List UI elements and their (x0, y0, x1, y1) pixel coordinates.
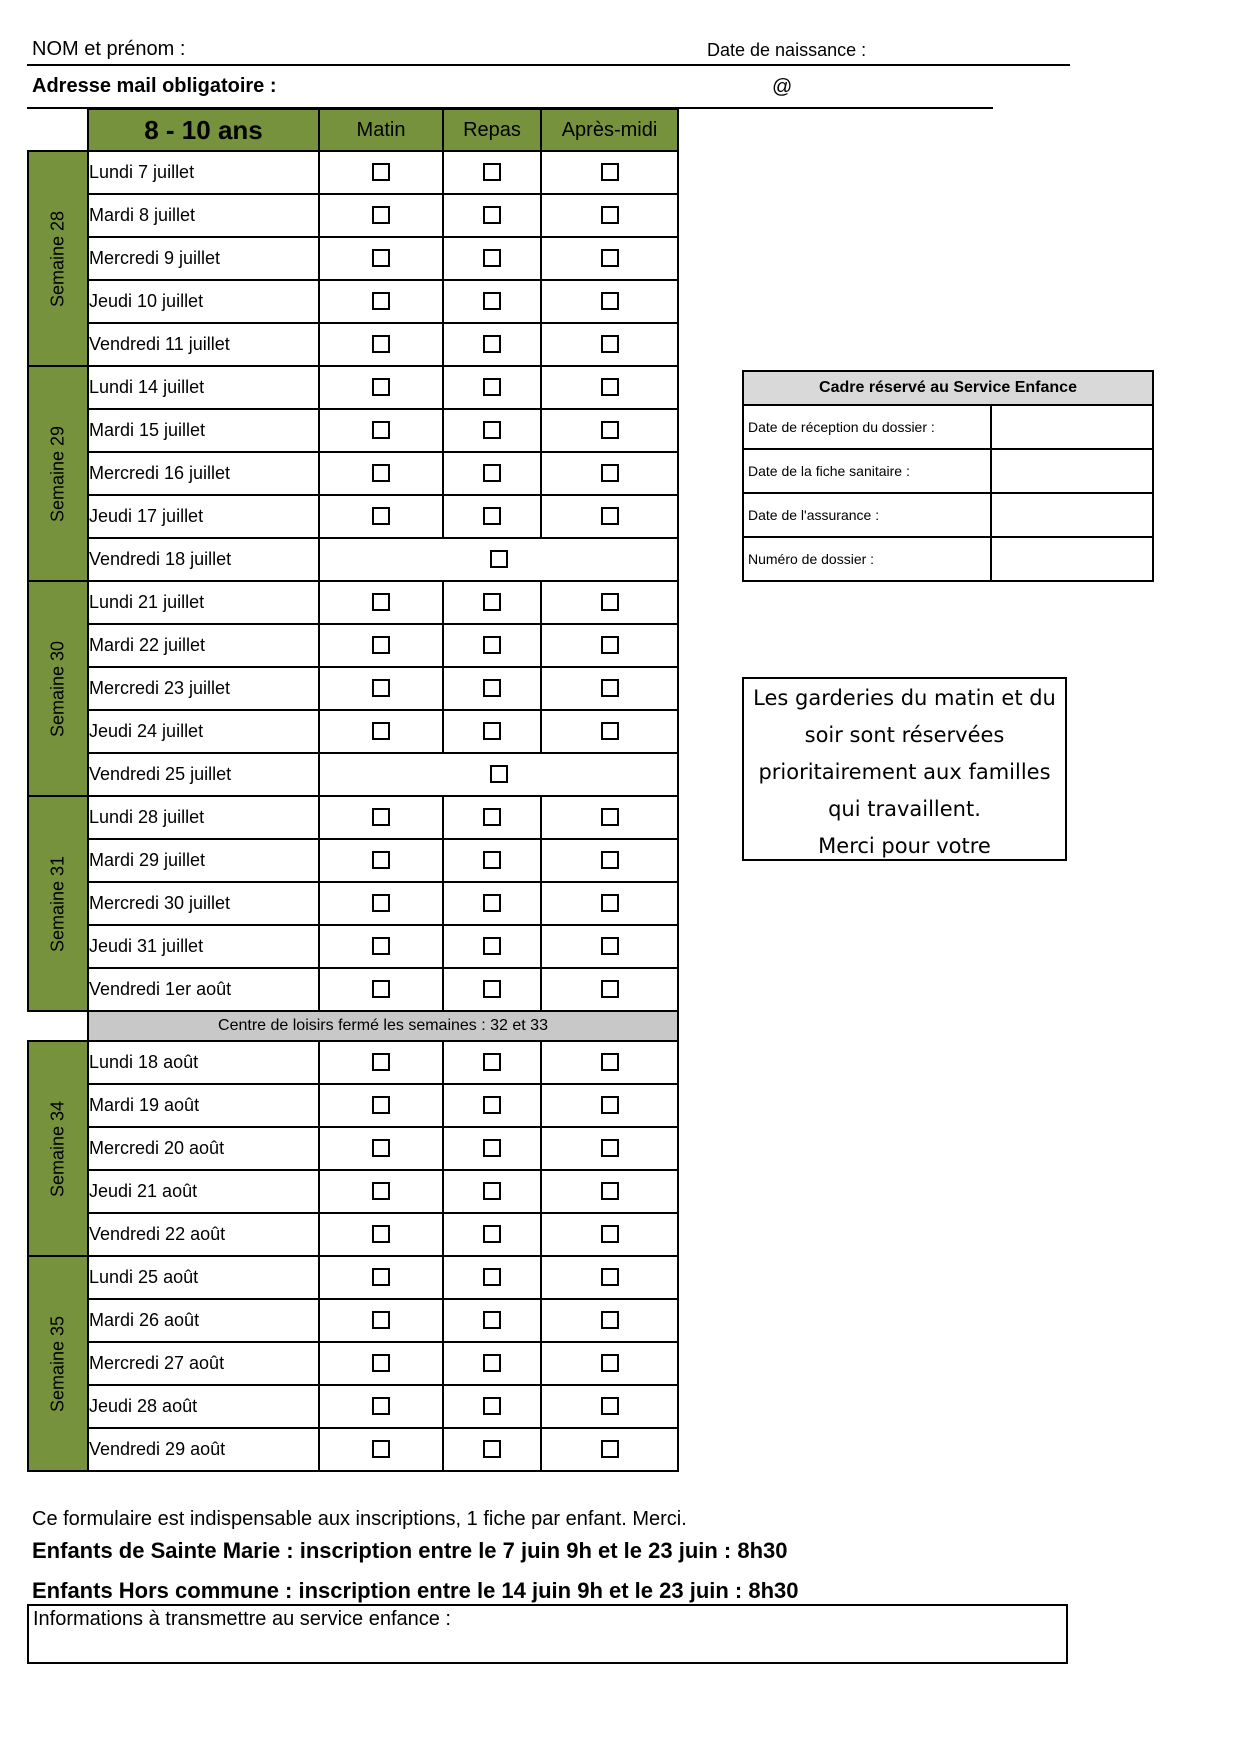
note-line: Merci pour votre (818, 834, 991, 858)
checkbox-cell (443, 1041, 541, 1084)
repas-checkbox[interactable] (483, 507, 501, 525)
repas-checkbox[interactable] (483, 292, 501, 310)
day-row (28, 194, 678, 237)
service-row-value[interactable] (991, 449, 1153, 493)
checkbox-cell (541, 237, 678, 280)
day-row (28, 581, 678, 624)
repas-checkbox[interactable] (483, 421, 501, 439)
col-header-apres-midi: Après-midi (541, 109, 678, 151)
repas-checkbox[interactable] (483, 1053, 501, 1071)
apres-midi-checkbox[interactable] (601, 163, 619, 181)
checkbox-cell (319, 667, 443, 710)
repas-checkbox[interactable] (483, 1225, 501, 1243)
apres-midi-checkbox[interactable] (601, 1397, 619, 1415)
day-label: Mercredi 16 juillet (88, 452, 319, 495)
day-row (28, 753, 678, 796)
repas-checkbox[interactable] (483, 378, 501, 396)
matin-checkbox[interactable] (372, 378, 390, 396)
checkbox-cell (541, 624, 678, 667)
day-label: Mardi 29 juillet (88, 839, 319, 882)
checkbox-cell (319, 1084, 443, 1127)
week-label: Semaine 31 (47, 855, 68, 952)
checkbox-cell (443, 237, 541, 280)
note-line: soir sont réservées (804, 723, 1005, 747)
day-label: Jeudi 17 juillet (88, 495, 319, 538)
matin-checkbox[interactable] (372, 206, 390, 224)
repas-checkbox[interactable] (483, 163, 501, 181)
service-row-label: Date de réception du dossier : (743, 405, 991, 449)
checkbox-cell (319, 280, 443, 323)
day-label: Mardi 15 juillet (88, 409, 319, 452)
checkbox-cell (541, 366, 678, 409)
apres-midi-checkbox[interactable] (601, 722, 619, 740)
repas-checkbox[interactable] (483, 722, 501, 740)
service-row-value[interactable] (991, 537, 1153, 581)
day-label: Mercredi 30 juillet (88, 882, 319, 925)
apres-midi-checkbox[interactable] (601, 636, 619, 654)
day-label: Jeudi 10 juillet (88, 280, 319, 323)
week-label-cell (28, 581, 88, 796)
checkbox-cell (319, 753, 678, 796)
checkbox-cell (541, 1256, 678, 1299)
garderie-note (742, 677, 1067, 861)
matin-checkbox[interactable] (372, 1354, 390, 1372)
matin-checkbox[interactable] (372, 249, 390, 267)
day-label: Lundi 14 juillet (88, 366, 319, 409)
checkbox-cell (541, 1170, 678, 1213)
repas-checkbox[interactable] (483, 1397, 501, 1415)
matin-checkbox[interactable] (372, 937, 390, 955)
service-row-label: Date de l'assurance : (743, 493, 991, 537)
repas-checkbox[interactable] (483, 1096, 501, 1114)
checkbox-cell (319, 839, 443, 882)
checkbox-cell (319, 538, 678, 581)
checkbox-cell (541, 1299, 678, 1342)
registration-table (27, 108, 679, 1472)
day-label: Jeudi 28 août (88, 1385, 319, 1428)
day-row (28, 538, 678, 581)
checkbox-cell (443, 323, 541, 366)
checkbox-cell (443, 1170, 541, 1213)
day-row (28, 495, 678, 538)
footer-hors-commune: Enfants Hors commune : inscription entre le 14 juin 9h et le 23 juin : 8h30 (32, 1578, 799, 1603)
checkbox-cell (443, 1127, 541, 1170)
repas-checkbox[interactable] (483, 593, 501, 611)
matin-checkbox[interactable] (372, 1311, 390, 1329)
day-row (28, 280, 678, 323)
day-label: Mercredi 23 juillet (88, 667, 319, 710)
checkbox-cell (443, 581, 541, 624)
week-label: Semaine 34 (47, 1100, 68, 1197)
apres-midi-checkbox[interactable] (601, 378, 619, 396)
day-label: Lundi 18 août (88, 1041, 319, 1084)
day-label: Vendredi 1er août (88, 968, 319, 1011)
age-header: 8 - 10 ans (88, 109, 319, 151)
apres-midi-checkbox[interactable] (601, 1311, 619, 1329)
checkbox-cell (541, 1127, 678, 1170)
checkbox-cell (541, 151, 678, 194)
checkbox-cell (443, 1084, 541, 1127)
checkbox-cell (443, 409, 541, 452)
checkbox-cell (319, 581, 443, 624)
matin-checkbox[interactable] (372, 464, 390, 482)
matin-checkbox[interactable] (372, 1139, 390, 1157)
checkbox-cell (319, 366, 443, 409)
checkbox-cell (443, 796, 541, 839)
checkbox-cell (443, 151, 541, 194)
checkbox-cell (443, 1428, 541, 1471)
checkbox-cell (319, 323, 443, 366)
apres-midi-checkbox[interactable] (601, 980, 619, 998)
apres-midi-checkbox[interactable] (601, 593, 619, 611)
week-label: Semaine 35 (47, 1315, 68, 1412)
col-header-matin: Matin (319, 109, 443, 151)
note-line: prioritairement aux familles (758, 760, 1051, 784)
name-line (27, 64, 1070, 66)
apres-midi-checkbox[interactable] (601, 1440, 619, 1458)
day-row (28, 1127, 678, 1170)
footer-sainte-marie: Enfants de Sainte Marie : inscription entre le 7 juin 9h et le 23 juin : 8h30 (32, 1538, 788, 1563)
repas-checkbox[interactable] (483, 1182, 501, 1200)
apres-midi-checkbox[interactable] (601, 249, 619, 267)
checkbox-cell (319, 1428, 443, 1471)
matin-checkbox[interactable] (372, 421, 390, 439)
checkbox-cell (443, 882, 541, 925)
day-row (28, 667, 678, 710)
day-label: Vendredi 29 août (88, 1428, 319, 1471)
day-label: Lundi 25 août (88, 1256, 319, 1299)
closed-row-blank (28, 1011, 88, 1041)
day-row (28, 1084, 678, 1127)
service-row-value[interactable] (991, 405, 1153, 449)
checkbox-cell (319, 409, 443, 452)
day-label: Mercredi 20 août (88, 1127, 319, 1170)
apres-midi-checkbox[interactable] (601, 808, 619, 826)
checkbox-cell (319, 151, 443, 194)
day-label: Mardi 8 juillet (88, 194, 319, 237)
checkbox-cell (541, 323, 678, 366)
day-label: Vendredi 18 juillet (88, 538, 319, 581)
day-row (28, 1041, 678, 1084)
matin-checkbox[interactable] (372, 722, 390, 740)
week-label: Semaine 29 (47, 425, 68, 522)
col-header-repas: Repas (443, 109, 541, 151)
checkbox-cell (319, 495, 443, 538)
apres-midi-checkbox[interactable] (601, 335, 619, 353)
corner-blank (28, 109, 88, 151)
apres-midi-checkbox[interactable] (601, 464, 619, 482)
apres-midi-checkbox[interactable] (601, 1096, 619, 1114)
day-label: Vendredi 25 juillet (88, 753, 319, 796)
checkbox-cell (443, 194, 541, 237)
matin-checkbox[interactable] (372, 1397, 390, 1415)
info-box[interactable] (27, 1604, 1068, 1664)
matin-checkbox[interactable] (372, 808, 390, 826)
checkbox-cell (319, 452, 443, 495)
day-label: Vendredi 22 août (88, 1213, 319, 1256)
apres-midi-checkbox[interactable] (601, 507, 619, 525)
day-label: Jeudi 21 août (88, 1170, 319, 1213)
checkbox-cell (541, 581, 678, 624)
day-row (28, 1385, 678, 1428)
name-label: NOM et prénom : (32, 38, 186, 60)
repas-checkbox[interactable] (483, 206, 501, 224)
at-sign: @ (772, 76, 793, 98)
apres-midi-checkbox[interactable] (601, 1268, 619, 1286)
apres-midi-checkbox[interactable] (601, 206, 619, 224)
checkbox-cell (319, 1385, 443, 1428)
day-row (28, 796, 678, 839)
checkbox-cell (443, 1342, 541, 1385)
day-label: Jeudi 24 juillet (88, 710, 319, 753)
checkbox-cell (541, 194, 678, 237)
matin-checkbox[interactable] (372, 507, 390, 525)
checkbox-cell (541, 1041, 678, 1084)
day-row (28, 710, 678, 753)
day-row (28, 968, 678, 1011)
checkbox-cell (443, 710, 541, 753)
checkbox-cell (541, 710, 678, 753)
day-label: Jeudi 31 juillet (88, 925, 319, 968)
checkbox-cell (443, 495, 541, 538)
week-label: Semaine 30 (47, 640, 68, 737)
checkbox-cell (443, 366, 541, 409)
checkbox-cell (541, 796, 678, 839)
checkbox-cell (319, 1342, 443, 1385)
day-row (28, 452, 678, 495)
matin-checkbox[interactable] (372, 1096, 390, 1114)
closed-weeks-note: Centre de loisirs fermé les semaines : 32 et 33 (88, 1011, 678, 1041)
repas-checkbox[interactable] (483, 1139, 501, 1157)
service-row-label: Date de la fiche sanitaire : (743, 449, 991, 493)
day-row (28, 1342, 678, 1385)
email-label: Adresse mail obligatoire : (32, 75, 277, 97)
checkbox-cell (541, 495, 678, 538)
apres-midi-checkbox[interactable] (601, 851, 619, 869)
service-box (742, 370, 1154, 582)
day-label: Lundi 7 juillet (88, 151, 319, 194)
matin-checkbox[interactable] (372, 1440, 390, 1458)
day-checkbox[interactable] (490, 550, 508, 568)
checkbox-cell (319, 1299, 443, 1342)
repas-checkbox[interactable] (483, 636, 501, 654)
checkbox-cell (443, 1213, 541, 1256)
day-row (28, 839, 678, 882)
apres-midi-checkbox[interactable] (601, 894, 619, 912)
checkbox-cell (541, 667, 678, 710)
checkbox-cell (319, 1170, 443, 1213)
repas-checkbox[interactable] (483, 679, 501, 697)
checkbox-cell (319, 1127, 443, 1170)
apres-midi-checkbox[interactable] (601, 1182, 619, 1200)
day-label: Lundi 28 juillet (88, 796, 319, 839)
note-line: Les garderies du matin et du (753, 686, 1056, 710)
day-row (28, 409, 678, 452)
week-label-cell (28, 366, 88, 581)
day-label: Lundi 21 juillet (88, 581, 319, 624)
service-row-value[interactable] (991, 493, 1153, 537)
week-label-cell (28, 1256, 88, 1471)
checkbox-cell (319, 925, 443, 968)
checkbox-cell (541, 452, 678, 495)
checkbox-cell (443, 1256, 541, 1299)
checkbox-cell (319, 710, 443, 753)
day-label: Mardi 26 août (88, 1299, 319, 1342)
repas-checkbox[interactable] (483, 894, 501, 912)
checkbox-cell (319, 796, 443, 839)
checkbox-cell (443, 839, 541, 882)
matin-checkbox[interactable] (372, 1182, 390, 1200)
day-row (28, 1256, 678, 1299)
matin-checkbox[interactable] (372, 851, 390, 869)
day-label: Mardi 22 juillet (88, 624, 319, 667)
matin-checkbox[interactable] (372, 894, 390, 912)
repas-checkbox[interactable] (483, 937, 501, 955)
apres-midi-checkbox[interactable] (601, 292, 619, 310)
matin-checkbox[interactable] (372, 593, 390, 611)
day-checkbox[interactable] (490, 765, 508, 783)
checkbox-cell (319, 882, 443, 925)
checkbox-cell (541, 925, 678, 968)
matin-checkbox[interactable] (372, 1225, 390, 1243)
day-row (28, 151, 678, 194)
checkbox-cell (541, 882, 678, 925)
repas-checkbox[interactable] (483, 980, 501, 998)
apres-midi-checkbox[interactable] (601, 1053, 619, 1071)
day-row (28, 1299, 678, 1342)
info-box-label: Informations à transmettre au service enfance : (33, 1608, 451, 1630)
service-row-label: Numéro de dossier : (743, 537, 991, 581)
checkbox-cell (541, 280, 678, 323)
checkbox-cell (319, 1256, 443, 1299)
checkbox-cell (443, 624, 541, 667)
checkbox-cell (541, 1342, 678, 1385)
apres-midi-checkbox[interactable] (601, 1139, 619, 1157)
matin-checkbox[interactable] (372, 980, 390, 998)
day-row (28, 237, 678, 280)
apres-midi-checkbox[interactable] (601, 421, 619, 439)
week-label-cell (28, 796, 88, 1011)
day-label: Mercredi 27 août (88, 1342, 319, 1385)
week-label-cell (28, 1041, 88, 1256)
checkbox-cell (443, 452, 541, 495)
apres-midi-checkbox[interactable] (601, 679, 619, 697)
matin-checkbox[interactable] (372, 679, 390, 697)
matin-checkbox[interactable] (372, 335, 390, 353)
checkbox-cell (541, 1385, 678, 1428)
matin-checkbox[interactable] (372, 1053, 390, 1071)
note-line: qui travaillent. (828, 797, 981, 821)
repas-checkbox[interactable] (483, 1268, 501, 1286)
day-row (28, 882, 678, 925)
birth-date-label: Date de naissance : (707, 40, 867, 60)
checkbox-cell (443, 280, 541, 323)
repas-checkbox[interactable] (483, 1311, 501, 1329)
repas-checkbox[interactable] (483, 249, 501, 267)
checkbox-cell (541, 1428, 678, 1471)
checkbox-cell (443, 968, 541, 1011)
checkbox-cell (541, 409, 678, 452)
matin-checkbox[interactable] (372, 1268, 390, 1286)
service-box-title: Cadre réservé au Service Enfance (743, 371, 1153, 405)
checkbox-cell (541, 1213, 678, 1256)
checkbox-cell (319, 624, 443, 667)
matin-checkbox[interactable] (372, 292, 390, 310)
apres-midi-checkbox[interactable] (601, 1354, 619, 1372)
checkbox-cell (443, 1385, 541, 1428)
day-row (28, 1213, 678, 1256)
week-label: Semaine 28 (47, 210, 68, 307)
day-row (28, 624, 678, 667)
day-row (28, 323, 678, 366)
week-label-cell (28, 151, 88, 366)
matin-checkbox[interactable] (372, 636, 390, 654)
checkbox-cell (319, 968, 443, 1011)
day-row (28, 1170, 678, 1213)
apres-midi-checkbox[interactable] (601, 1225, 619, 1243)
repas-checkbox[interactable] (483, 1354, 501, 1372)
checkbox-cell (541, 1084, 678, 1127)
checkbox-cell (443, 1299, 541, 1342)
checkbox-cell (319, 1041, 443, 1084)
day-label: Mardi 19 août (88, 1084, 319, 1127)
footer-note: Ce formulaire est indispensable aux inscriptions, 1 fiche par enfant. Merci. (32, 1508, 687, 1530)
repas-checkbox[interactable] (483, 335, 501, 353)
apres-midi-checkbox[interactable] (601, 937, 619, 955)
day-label: Mercredi 9 juillet (88, 237, 319, 280)
day-row (28, 925, 678, 968)
day-row (28, 366, 678, 409)
checkbox-cell (443, 925, 541, 968)
checkbox-cell (319, 1213, 443, 1256)
checkbox-cell (541, 839, 678, 882)
repas-checkbox[interactable] (483, 851, 501, 869)
repas-checkbox[interactable] (483, 808, 501, 826)
matin-checkbox[interactable] (372, 163, 390, 181)
checkbox-cell (319, 237, 443, 280)
repas-checkbox[interactable] (483, 464, 501, 482)
checkbox-cell (443, 667, 541, 710)
day-row (28, 1428, 678, 1471)
day-label: Vendredi 11 juillet (88, 323, 319, 366)
repas-checkbox[interactable] (483, 1440, 501, 1458)
closed-row (28, 1011, 678, 1041)
checkbox-cell (319, 194, 443, 237)
checkbox-cell (541, 968, 678, 1011)
